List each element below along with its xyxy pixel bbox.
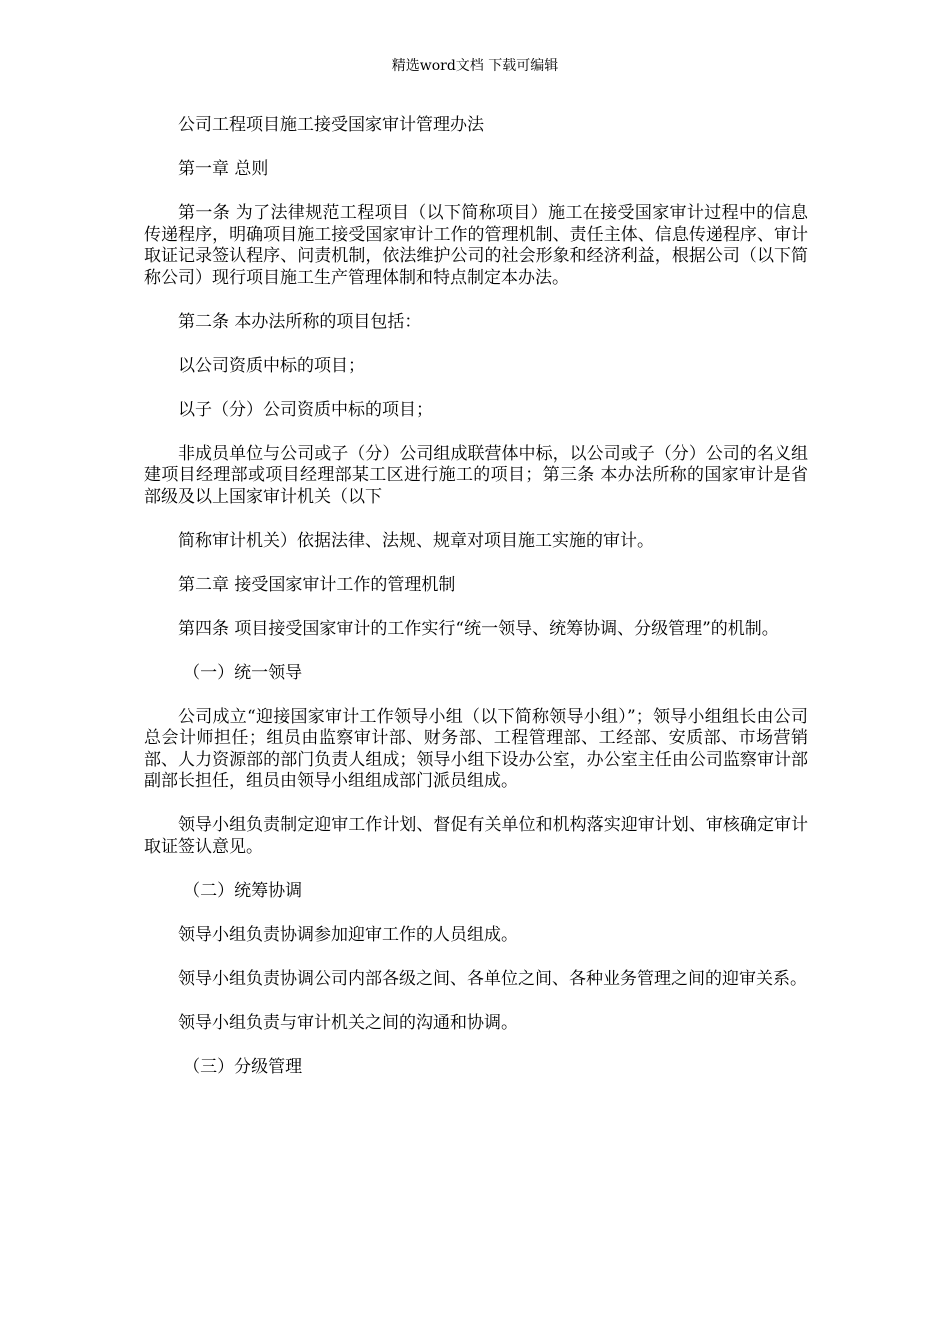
section-subheading: （三）分级管理 [183, 1056, 303, 1077]
article-paragraph: 第二条 本办法所称的项目包括： [178, 311, 422, 332]
body-paragraph: 领导小组负责协调公司内部各级之间、各单位之间、各种业务管理之间的迎审关系。 [178, 968, 807, 989]
page-header: 精选word文档 下载可编辑 [391, 58, 559, 74]
section-subheading: （二）统筹协调 [183, 880, 303, 901]
list-item: 以公司资质中标的项目； [178, 355, 365, 376]
section-subheading: （一）统一领导 [183, 662, 303, 683]
body-paragraph: 领导小组负责制定迎审工作计划、督促有关单位和机构落实迎审计划、审核确定审计取证签认意见。 [144, 815, 808, 857]
chapter-heading: 第二章 接受国家审计工作的管理机制 [178, 574, 456, 595]
chapter-heading: 第一章 总则 [178, 159, 269, 179]
list-item: 非成员单位与公司或子（分）公司组成联营体中标，以公司或子（分）公司的名义组建项目经理部或项目经理部某工区进行施工的项目；第三条 本办法所称的国家审计是省部级及以上国家审计机关（以下 [144, 443, 808, 507]
list-item: 以子（分）公司资质中标的项目； [178, 399, 433, 420]
body-paragraph: 领导小组负责协调参加迎审工作的人员组成。 [178, 924, 518, 945]
article-paragraph: 第四条 项目接受国家审计的工作实行“统一领导、统筹协调、分级管理”的机制。 [178, 618, 779, 639]
article-paragraph: 第一条 为了法律规范工程项目（以下简称项目）施工在接受国家审计过程中的信息传递程序，明确项目施工接受国家审计工作的管理机制、责任主体、信息传递程序、审计取证记录签认程序、问责机制，依法维护公司的社会形象和经济利益，根据公司（以下简称公司）现行项目施工生产管理体制和特点制定本办法。 [144, 203, 808, 288]
document-title: 公司工程项目施工接受国家审计管理办法 [178, 115, 484, 135]
body-paragraph: 公司成立“迎接国家审计工作领导小组（以下简称领导小组）”；领导小组组长由公司总会计师担任；组员由监察审计部、财务部、工程管理部、工经部、安质部、市场营销部、人力资源部的部门负责人组成；领导小组下设办公室，办公室主任由公司监察审计部副部长担任，组员由领导小组组成部门派员组成。 [144, 706, 808, 791]
body-paragraph: 简称审计机关）依据法律、法规、规章对项目施工实施的审计。 [178, 530, 654, 551]
document-body [144, 115, 808, 1101]
body-paragraph: 领导小组负责与审计机关之间的沟通和协调。 [178, 1012, 518, 1033]
